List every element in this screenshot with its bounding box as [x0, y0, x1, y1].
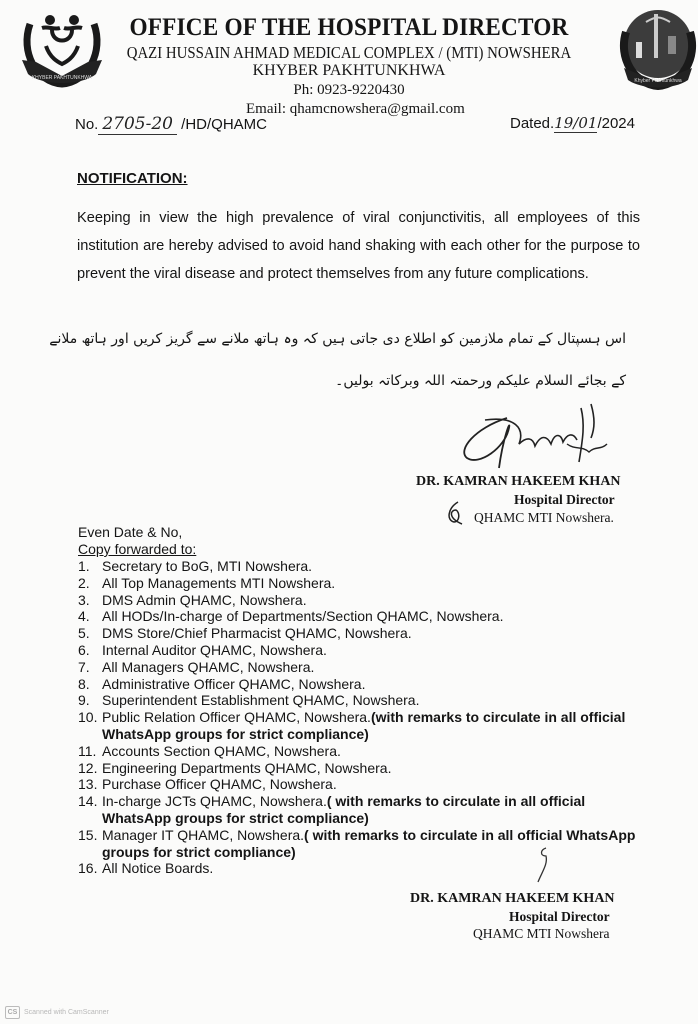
signatory-title-2: Hospital Director: [509, 909, 610, 924]
dated-label: Dated.: [510, 115, 555, 132]
ref-handwritten: 2705-20: [98, 114, 177, 135]
signatory-name: DR. KAMRAN HAKEEM KHAN: [416, 474, 621, 489]
list-item: 14. In-charge JCTs QHAMC, Nowshera.( with remarks to circulate in all official WhatsApp groups for strict compliance): [78, 793, 586, 826]
ref-suffix: /HD/QHAMC: [176, 116, 267, 133]
list-item: 13. Purchase Officer QHAMC, Nowshera.: [78, 776, 337, 793]
notification-body: Keeping in view the high prevalence of viral conjunctivitis, all employees of this institution are hereby advised to avoid hand shaking with each other for the purpose to prevent the viral disease and protect themselves from any future complications.: [77, 210, 640, 282]
signatory-name-2: DR. KAMRAN HAKEEM KHAN: [410, 891, 615, 906]
reference-number: [75, 114, 267, 134]
remark: ( with remarks to circulate in all official WhatsApp groups for strict compliance): [102, 793, 586, 826]
scanner-watermark: [5, 1006, 109, 1019]
even-date-note: Even Date & No,: [78, 524, 183, 540]
list-item: 1. Secretary to BoG, MTI Nowshera.: [78, 558, 313, 574]
ref-prefix: No.: [75, 116, 99, 133]
list-item: 8. Administrative Officer QHAMC, Nowshera.: [78, 675, 366, 692]
copy-list: [78, 558, 638, 877]
list-item: 4. All HODs/In-charge of Departments/Section QHAMC, Nowshera.: [78, 608, 504, 625]
camscanner-icon: CS: [5, 1006, 20, 1019]
copy-forwarded-heading: Copy forwarded to:: [78, 541, 197, 557]
list-item: 6. Internal Auditor QHAMC, Nowshera.: [78, 641, 327, 658]
list-item: 12. Engineering Departments QHAMC, Nowshera.: [78, 759, 392, 776]
list-item: 3. DMS Admin QHAMC, Nowshera.: [78, 591, 307, 608]
list-item: 5. DMS Store/Chief Pharmacist QHAMC, Nowshera.: [78, 625, 412, 642]
list-item: 2. All Top Managements MTI Nowshera.: [78, 574, 336, 591]
initial-mark: [444, 500, 468, 526]
office-title: OFFICE OF THE HOSPITAL DIRECTOR: [129, 14, 569, 41]
initial-mark-2: [534, 846, 554, 884]
notification-heading: NOTIFICATION:: [77, 170, 188, 187]
list-item: 11. Accounts Section QHAMC, Nowshera.: [78, 742, 341, 759]
signatory-title: Hospital Director: [514, 492, 615, 507]
svg-text:Khyber Pakhtunkhwa: Khyber Pakhtunkhwa: [634, 78, 682, 84]
province: KHYBER PAKHTUNKHWA: [252, 62, 446, 79]
remark: (with remarks to circulate in all official WhatsApp groups for strict compliance): [102, 709, 626, 742]
list-item: 7. All Managers QHAMC, Nowshera.: [78, 658, 315, 675]
dated-year: /2024: [597, 115, 635, 132]
remark: ( with remarks to circulate in all official WhatsApp groups for strict compliance): [102, 826, 636, 860]
date-line: [510, 114, 635, 132]
list-item: 10. Public Relation Officer QHAMC, Nowshera.(with remarks to circulate in all official WhatsApp groups for strict compliance): [78, 709, 626, 742]
signature-scribble: [455, 398, 630, 478]
svg-text:KHYBER PAKHTUNKHWA: KHYBER PAKHTUNKHWA: [31, 75, 93, 81]
watermark-text: Scanned with CamScanner: [24, 1009, 109, 1016]
hospital-name: QAZI HUSSAIN AHMAD MEDICAL COMPLEX / (MTI) NOWSHERA: [126, 43, 572, 62]
signatory-org: QHAMC MTI Nowshera.: [474, 510, 614, 525]
urdu-notice: اس ہسپتال کے تمام ملازمین کو اطلاع دی جاتی ہیں کہ وہ ہاتھ ملانے سے گریز کریں اور ہاتھ ملانے کے بجائے السلام علیکم ورحمتہ اللہ وبرکاتہ بولیں۔: [49, 331, 626, 389]
email-address: Email: qhamcnowshera@gmail.com: [246, 101, 465, 117]
list-item: 15. Manager IT QHAMC, Nowshera.( with remarks to circulate in all official WhatsApp groups for strict compliance): [78, 826, 636, 860]
phone-number: Ph: 0923-9220430: [293, 82, 405, 98]
signatory-org-2: QHAMC MTI Nowshera: [473, 926, 610, 941]
dated-handwritten: 19/01: [554, 114, 598, 132]
list-item: 16. All Notice Boards.: [78, 860, 214, 877]
list-item: 9. Superintendent Establishment QHAMC, Nowshera.: [78, 692, 420, 709]
